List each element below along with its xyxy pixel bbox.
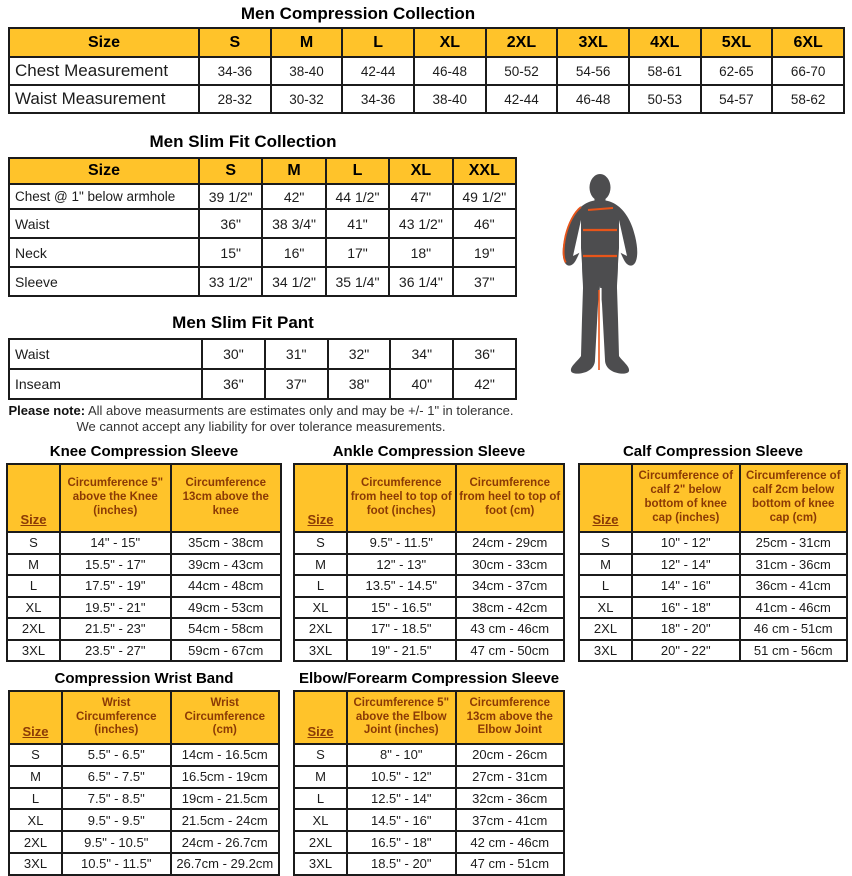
column-header: Circumference of calf 2cm below bottom of knee cap (cm) bbox=[740, 464, 848, 532]
table-row bbox=[294, 618, 564, 640]
column-header: Size bbox=[579, 464, 632, 532]
men-compression-title: Men Compression Collection bbox=[240, 4, 476, 23]
table-row bbox=[9, 238, 516, 267]
cell-value: 31cm - 36cm bbox=[740, 554, 848, 576]
cell-value: 18.5" - 20" bbox=[347, 853, 456, 875]
cell-value: 12" - 13" bbox=[347, 554, 456, 576]
cell-value: 24cm - 29cm bbox=[456, 532, 565, 554]
table-row bbox=[579, 532, 847, 554]
men-slim-fit-pant-title: Men Slim Fit Pant bbox=[172, 313, 314, 332]
table-row bbox=[579, 575, 847, 597]
cell-value: 47" bbox=[389, 184, 452, 209]
row-label: XL bbox=[294, 597, 347, 619]
cell-value: 14cm - 16.5cm bbox=[171, 744, 280, 766]
calf-sleeve-table bbox=[578, 463, 848, 662]
header-row bbox=[294, 691, 564, 744]
row-label: L bbox=[9, 788, 62, 810]
row-label: 2XL bbox=[579, 618, 632, 640]
table-row bbox=[9, 57, 844, 85]
cell-value: 27cm - 31cm bbox=[456, 766, 565, 788]
column-header: Size bbox=[9, 158, 199, 184]
cell-value: 50-53 bbox=[629, 85, 701, 113]
header-row bbox=[7, 464, 281, 532]
cell-value: 33 1/2" bbox=[199, 267, 262, 296]
table-row bbox=[579, 554, 847, 576]
cell-value: 31" bbox=[265, 339, 328, 369]
cell-value: 36cm - 41cm bbox=[740, 575, 848, 597]
table-row bbox=[9, 85, 844, 113]
row-label: M bbox=[9, 766, 62, 788]
row-label: Neck bbox=[9, 238, 199, 267]
table-row bbox=[7, 575, 281, 597]
table-row bbox=[294, 831, 564, 853]
column-header: Circumference 5" above the Knee (inches) bbox=[60, 464, 171, 532]
cell-value: 51 cm - 56cm bbox=[740, 640, 848, 662]
column-header: Size bbox=[9, 28, 199, 57]
table-row bbox=[7, 554, 281, 576]
cell-value: 43 cm - 46cm bbox=[456, 618, 565, 640]
cell-value: 30-32 bbox=[271, 85, 343, 113]
cell-value: 42 cm - 46cm bbox=[456, 831, 565, 853]
cell-value: 16" bbox=[262, 238, 325, 267]
table-row bbox=[294, 575, 564, 597]
cell-value: 46-48 bbox=[557, 85, 629, 113]
table-row bbox=[294, 809, 564, 831]
tolerance-note bbox=[8, 403, 514, 435]
cell-value: 16.5" - 18" bbox=[347, 831, 456, 853]
table-row bbox=[7, 532, 281, 554]
table-row bbox=[9, 209, 516, 238]
cell-value: 39cm - 43cm bbox=[171, 554, 282, 576]
row-label: L bbox=[579, 575, 632, 597]
table-row bbox=[579, 640, 847, 662]
cell-value: 38" bbox=[328, 369, 391, 399]
cell-value: 54-57 bbox=[701, 85, 773, 113]
cell-value: 17" bbox=[326, 238, 389, 267]
cell-value: 14" - 16" bbox=[632, 575, 740, 597]
row-label: S bbox=[579, 532, 632, 554]
cell-value: 19.5" - 21" bbox=[60, 597, 171, 619]
knee-sleeve-title: Knee Compression Sleeve bbox=[49, 443, 239, 460]
column-header: Wrist Circumference (cm) bbox=[171, 691, 280, 744]
cell-value: 17" - 18.5" bbox=[347, 618, 456, 640]
row-label: 2XL bbox=[294, 618, 347, 640]
cell-value: 36" bbox=[199, 209, 262, 238]
column-header: S bbox=[199, 28, 271, 57]
column-header: L bbox=[326, 158, 389, 184]
row-label: 3XL bbox=[7, 640, 60, 662]
row-label: M bbox=[294, 766, 347, 788]
cell-value: 38cm - 42cm bbox=[456, 597, 565, 619]
cell-value: 34-36 bbox=[199, 57, 271, 85]
men-slim-fit-title: Men Slim Fit Collection bbox=[149, 132, 337, 151]
cell-value: 19" bbox=[453, 238, 516, 267]
cell-value: 34-36 bbox=[342, 85, 414, 113]
cell-value: 19cm - 21.5cm bbox=[171, 788, 280, 810]
row-label: S bbox=[7, 532, 60, 554]
row-label: 2XL bbox=[9, 831, 62, 853]
table-row bbox=[294, 853, 564, 875]
cell-value: 43 1/2" bbox=[389, 209, 452, 238]
row-label: 3XL bbox=[294, 853, 347, 875]
tolerance-note-line2: We cannot accept any liability for over tolerance measurements. bbox=[76, 419, 446, 434]
cell-value: 18" bbox=[389, 238, 452, 267]
table-row bbox=[294, 788, 564, 810]
elbow-sleeve-title: Elbow/Forearm Compression Sleeve bbox=[298, 670, 560, 687]
cell-value: 42-44 bbox=[342, 57, 414, 85]
header-row bbox=[579, 464, 847, 532]
table-row bbox=[9, 809, 279, 831]
column-header: Circumference 13cm above the Elbow Joint bbox=[456, 691, 565, 744]
cell-value: 6.5" - 7.5" bbox=[62, 766, 171, 788]
men-slim-fit-table bbox=[8, 157, 517, 297]
cell-value: 62-65 bbox=[701, 57, 773, 85]
wrist-band-title: Compression Wrist Band bbox=[54, 670, 234, 687]
cell-value: 34" bbox=[390, 339, 453, 369]
cell-value: 58-62 bbox=[772, 85, 844, 113]
knee-sleeve-table bbox=[6, 463, 282, 662]
row-label: XL bbox=[294, 809, 347, 831]
cell-value: 35cm - 38cm bbox=[171, 532, 282, 554]
column-header: XL bbox=[389, 158, 452, 184]
row-label: 3XL bbox=[294, 640, 347, 662]
table-row bbox=[579, 597, 847, 619]
row-label: 3XL bbox=[579, 640, 632, 662]
cell-value: 59cm - 67cm bbox=[171, 640, 282, 662]
cell-value: 32" bbox=[328, 339, 391, 369]
header-row bbox=[9, 158, 516, 184]
column-header: XL bbox=[414, 28, 486, 57]
men-slim-fit-pant-table bbox=[8, 338, 517, 400]
table-row bbox=[294, 554, 564, 576]
cell-value: 47 cm - 50cm bbox=[456, 640, 565, 662]
cell-value: 54-56 bbox=[557, 57, 629, 85]
cell-value: 66-70 bbox=[772, 57, 844, 85]
row-label: 3XL bbox=[9, 853, 62, 875]
cell-value: 16" - 18" bbox=[632, 597, 740, 619]
cell-value: 38-40 bbox=[414, 85, 486, 113]
column-header: Circumference 13cm above the knee bbox=[171, 464, 282, 532]
row-label: Inseam bbox=[9, 369, 202, 399]
cell-value: 30" bbox=[202, 339, 265, 369]
row-label: Waist bbox=[9, 209, 199, 238]
table-row bbox=[294, 532, 564, 554]
cell-value: 42-44 bbox=[486, 85, 558, 113]
calf-sleeve-title: Calf Compression Sleeve bbox=[622, 443, 804, 460]
row-label: 2XL bbox=[7, 618, 60, 640]
cell-value: 12.5" - 14" bbox=[347, 788, 456, 810]
table-row bbox=[7, 640, 281, 662]
row-label: XL bbox=[9, 809, 62, 831]
column-header: Size bbox=[294, 464, 347, 532]
cell-value: 46 cm - 51cm bbox=[740, 618, 848, 640]
cell-value: 10.5" - 12" bbox=[347, 766, 456, 788]
cell-value: 39 1/2" bbox=[199, 184, 262, 209]
row-label: 2XL bbox=[294, 831, 347, 853]
cell-value: 18" - 20" bbox=[632, 618, 740, 640]
cell-value: 15.5" - 17" bbox=[60, 554, 171, 576]
wrist-band-table bbox=[8, 690, 280, 876]
cell-value: 49cm - 53cm bbox=[171, 597, 282, 619]
cell-value: 50-52 bbox=[486, 57, 558, 85]
row-label: L bbox=[294, 575, 347, 597]
table-row bbox=[9, 831, 279, 853]
cell-value: 9.5" - 11.5" bbox=[347, 532, 456, 554]
cell-value: 58-61 bbox=[629, 57, 701, 85]
cell-value: 41" bbox=[326, 209, 389, 238]
column-header: Wrist Circumference (inches) bbox=[62, 691, 171, 744]
row-label: L bbox=[294, 788, 347, 810]
cell-value: 24cm - 26.7cm bbox=[171, 831, 280, 853]
table-row bbox=[294, 744, 564, 766]
cell-value: 38 3/4" bbox=[262, 209, 325, 238]
header-row bbox=[9, 28, 844, 57]
row-label: XL bbox=[579, 597, 632, 619]
table-row bbox=[294, 640, 564, 662]
row-label: S bbox=[294, 532, 347, 554]
cell-value: 19" - 21.5" bbox=[347, 640, 456, 662]
cell-value: 36 1/4" bbox=[389, 267, 452, 296]
table-row bbox=[294, 597, 564, 619]
row-label: L bbox=[7, 575, 60, 597]
row-label: XL bbox=[7, 597, 60, 619]
table-row bbox=[9, 744, 279, 766]
cell-value: 38-40 bbox=[271, 57, 343, 85]
cell-value: 12" - 14" bbox=[632, 554, 740, 576]
tolerance-note-line1 bbox=[8, 403, 514, 419]
men-compression-table bbox=[8, 27, 845, 114]
column-header: Size bbox=[294, 691, 347, 744]
cell-value: 23.5" - 27" bbox=[60, 640, 171, 662]
cell-value: 46" bbox=[453, 209, 516, 238]
cell-value: 20cm - 26cm bbox=[456, 744, 565, 766]
cell-value: 25cm - 31cm bbox=[740, 532, 848, 554]
cell-value: 5.5" - 6.5" bbox=[62, 744, 171, 766]
cell-value: 14.5" - 16" bbox=[347, 809, 456, 831]
row-label: Chest @ 1" below armhole bbox=[9, 184, 199, 209]
cell-value: 21.5cm - 24cm bbox=[171, 809, 280, 831]
cell-value: 37" bbox=[453, 267, 516, 296]
cell-value: 41cm - 46cm bbox=[740, 597, 848, 619]
cell-value: 15" - 16.5" bbox=[347, 597, 456, 619]
cell-value: 36" bbox=[453, 339, 516, 369]
cell-value: 16.5cm - 19cm bbox=[171, 766, 280, 788]
table-row bbox=[294, 766, 564, 788]
row-label: M bbox=[579, 554, 632, 576]
cell-value: 42" bbox=[453, 369, 516, 399]
table-row bbox=[9, 788, 279, 810]
table-row bbox=[9, 184, 516, 209]
row-label: Waist bbox=[9, 339, 202, 369]
column-header: 6XL bbox=[772, 28, 844, 57]
table-row bbox=[9, 267, 516, 296]
cell-value: 17.5" - 19" bbox=[60, 575, 171, 597]
table-row bbox=[579, 618, 847, 640]
column-header: Size bbox=[9, 691, 62, 744]
ankle-sleeve-table bbox=[293, 463, 565, 662]
row-label: M bbox=[294, 554, 347, 576]
cell-value: 13.5" - 14.5" bbox=[347, 575, 456, 597]
column-header: Size bbox=[7, 464, 60, 532]
cell-value: 26.7cm - 29.2cm bbox=[171, 853, 280, 875]
column-header: XXL bbox=[453, 158, 516, 184]
cell-value: 14" - 15" bbox=[60, 532, 171, 554]
cell-value: 34cm - 37cm bbox=[456, 575, 565, 597]
cell-value: 8" - 10" bbox=[347, 744, 456, 766]
cell-value: 34 1/2" bbox=[262, 267, 325, 296]
column-header: M bbox=[262, 158, 325, 184]
cell-value: 47 cm - 51cm bbox=[456, 853, 565, 875]
cell-value: 44cm - 48cm bbox=[171, 575, 282, 597]
cell-value: 9.5" - 9.5" bbox=[62, 809, 171, 831]
cell-value: 40" bbox=[390, 369, 453, 399]
table-row bbox=[9, 853, 279, 875]
cell-value: 30cm - 33cm bbox=[456, 554, 565, 576]
column-header: Circumference 5" above the Elbow Joint (inches) bbox=[347, 691, 456, 744]
cell-value: 54cm - 58cm bbox=[171, 618, 282, 640]
row-label: Waist Measurement bbox=[9, 85, 199, 113]
column-header: 3XL bbox=[557, 28, 629, 57]
cell-value: 20" - 22" bbox=[632, 640, 740, 662]
cell-value: 9.5" - 10.5" bbox=[62, 831, 171, 853]
column-header: Circumference from heel to top of foot (inches) bbox=[347, 464, 456, 532]
cell-value: 46-48 bbox=[414, 57, 486, 85]
table-row bbox=[9, 369, 516, 399]
cell-value: 21.5" - 23" bbox=[60, 618, 171, 640]
cell-value: 44 1/2" bbox=[326, 184, 389, 209]
column-header: 4XL bbox=[629, 28, 701, 57]
cell-value: 28-32 bbox=[199, 85, 271, 113]
column-header: L bbox=[342, 28, 414, 57]
tolerance-note-text: All above measurments are estimates only and may be +/- 1" in tolerance. bbox=[85, 403, 514, 418]
table-row bbox=[7, 618, 281, 640]
cell-value: 49 1/2" bbox=[453, 184, 516, 209]
cell-value: 32cm - 36cm bbox=[456, 788, 565, 810]
row-label: Sleeve bbox=[9, 267, 199, 296]
row-label: S bbox=[294, 744, 347, 766]
header-row bbox=[9, 691, 279, 744]
ankle-sleeve-title: Ankle Compression Sleeve bbox=[332, 443, 526, 460]
cell-value: 10" - 12" bbox=[632, 532, 740, 554]
column-header: 2XL bbox=[486, 28, 558, 57]
cell-value: 42" bbox=[262, 184, 325, 209]
cell-value: 36" bbox=[202, 369, 265, 399]
column-header: 5XL bbox=[701, 28, 773, 57]
column-header: M bbox=[271, 28, 343, 57]
cell-value: 10.5" - 11.5" bbox=[62, 853, 171, 875]
cell-value: 35 1/4" bbox=[326, 267, 389, 296]
row-label: Chest Measurement bbox=[9, 57, 199, 85]
cell-value: 37" bbox=[265, 369, 328, 399]
table-row bbox=[9, 766, 279, 788]
tolerance-note-prefix: Please note: bbox=[8, 403, 86, 418]
row-label: S bbox=[9, 744, 62, 766]
cell-value: 15" bbox=[199, 238, 262, 267]
male-silhouette-icon bbox=[554, 174, 646, 388]
elbow-sleeve-table bbox=[293, 690, 565, 876]
cell-value: 7.5" - 8.5" bbox=[62, 788, 171, 810]
column-header: Circumference of calf 2" below bottom of knee cap (inches) bbox=[632, 464, 740, 532]
column-header: Circumference from heel to top of foot (cm) bbox=[456, 464, 565, 532]
header-row bbox=[294, 464, 564, 532]
cell-value: 37cm - 41cm bbox=[456, 809, 565, 831]
column-header: S bbox=[199, 158, 262, 184]
table-row bbox=[9, 339, 516, 369]
row-label: M bbox=[7, 554, 60, 576]
table-row bbox=[7, 597, 281, 619]
